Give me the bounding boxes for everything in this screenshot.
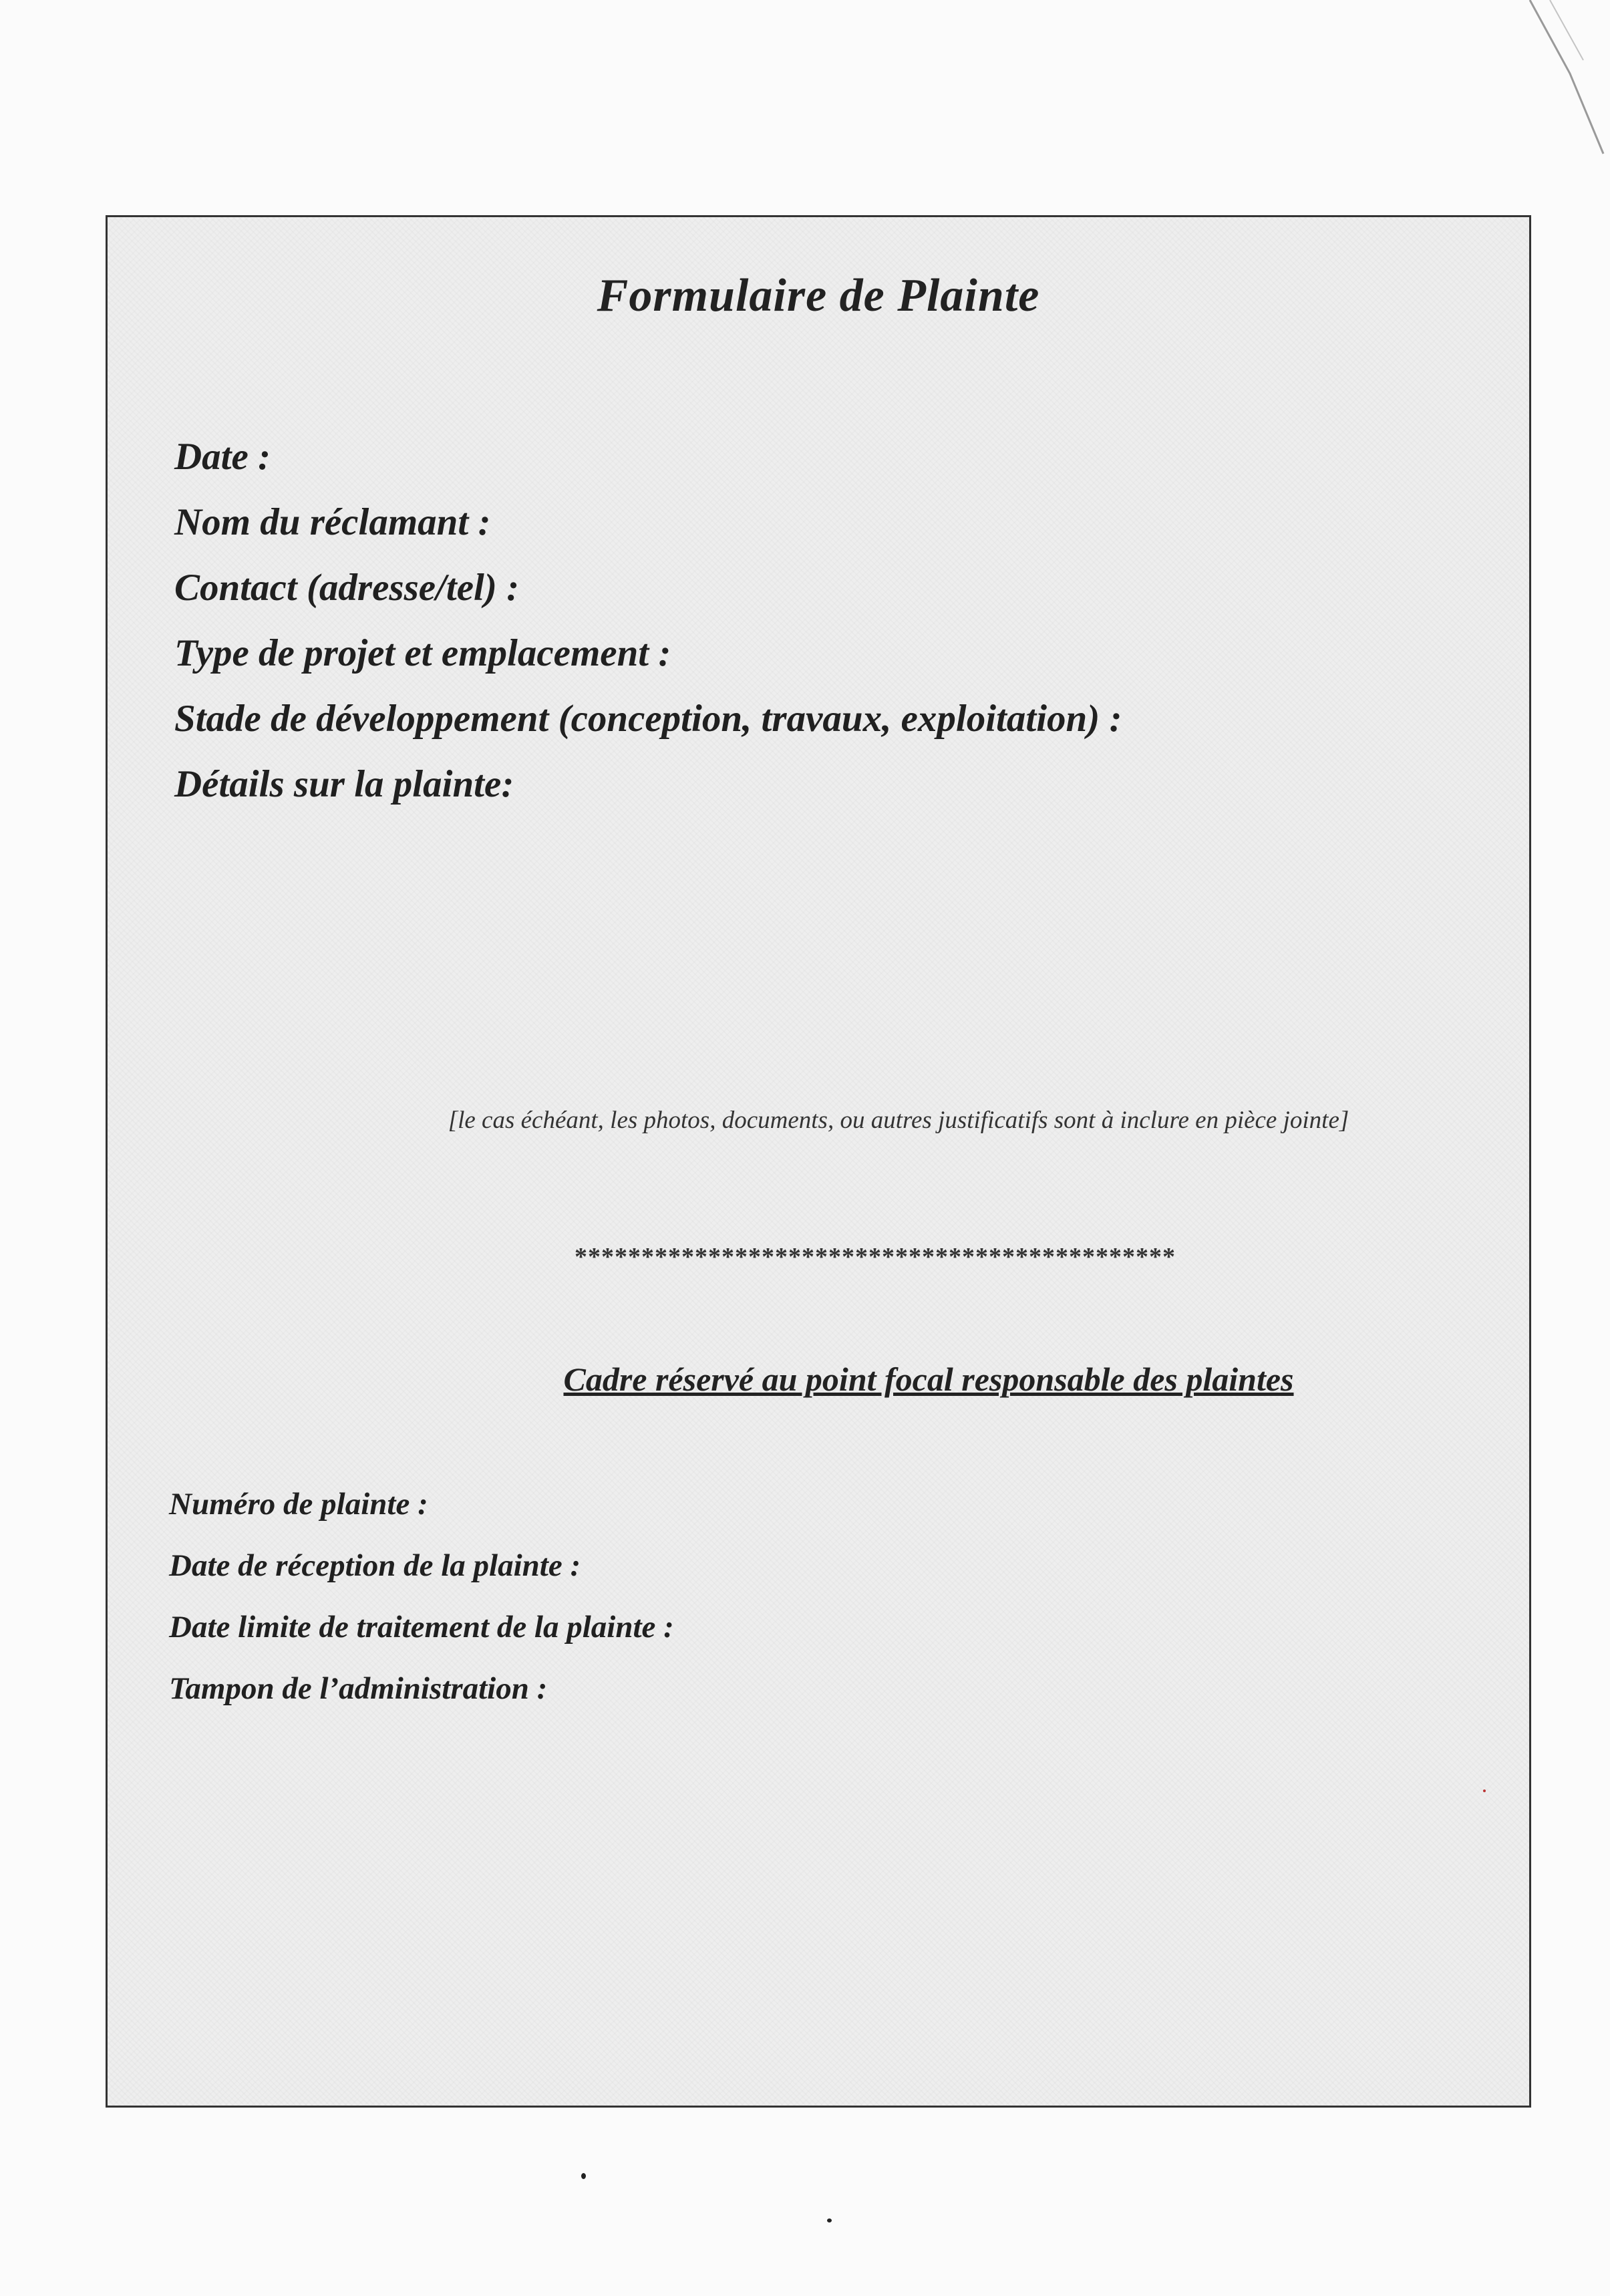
admin-section-heading: Cadre réservé au point focal responsable des plaintes — [563, 1360, 1294, 1398]
scan-speck — [827, 2218, 832, 2222]
page-fold-mark — [1503, 0, 1610, 174]
field-admin-stamp-label: Tampon de l’administration : — [169, 1671, 548, 1706]
scan-speck — [1483, 1789, 1486, 1792]
field-deadline-label: Date limite de traitement de la plainte : — [169, 1610, 674, 1644]
admin-fields — [169, 1473, 674, 1719]
field-contact-label: Contact (adresse/tel) : — [174, 567, 520, 609]
scan-speck — [581, 2173, 586, 2179]
field-reception-date-label: Date de réception de la plainte : — [169, 1548, 581, 1583]
complainant-fields — [174, 424, 1122, 817]
field-development-stage-label: Stade de développement (conception, travaux, exploitation) : — [174, 698, 1122, 740]
field-date-label: Date : — [174, 436, 271, 478]
complaint-form-frame — [106, 215, 1531, 2108]
field-complaint-number-label: Numéro de plainte : — [169, 1487, 428, 1522]
asterisk-separator: ********************************************* — [575, 1243, 1176, 1271]
field-claimant-name-label: Nom du réclamant : — [174, 501, 491, 543]
field-complaint-details-label: Détails sur la plainte: — [174, 763, 514, 805]
field-project-type-label: Type de projet et emplacement : — [174, 632, 671, 674]
form-title: Formulaire de Plainte — [597, 270, 1040, 321]
attachment-note: [le cas échéant, les photos, documents, ou autres justificatifs sont à inclure en pièce jointe] — [448, 1107, 1349, 1134]
